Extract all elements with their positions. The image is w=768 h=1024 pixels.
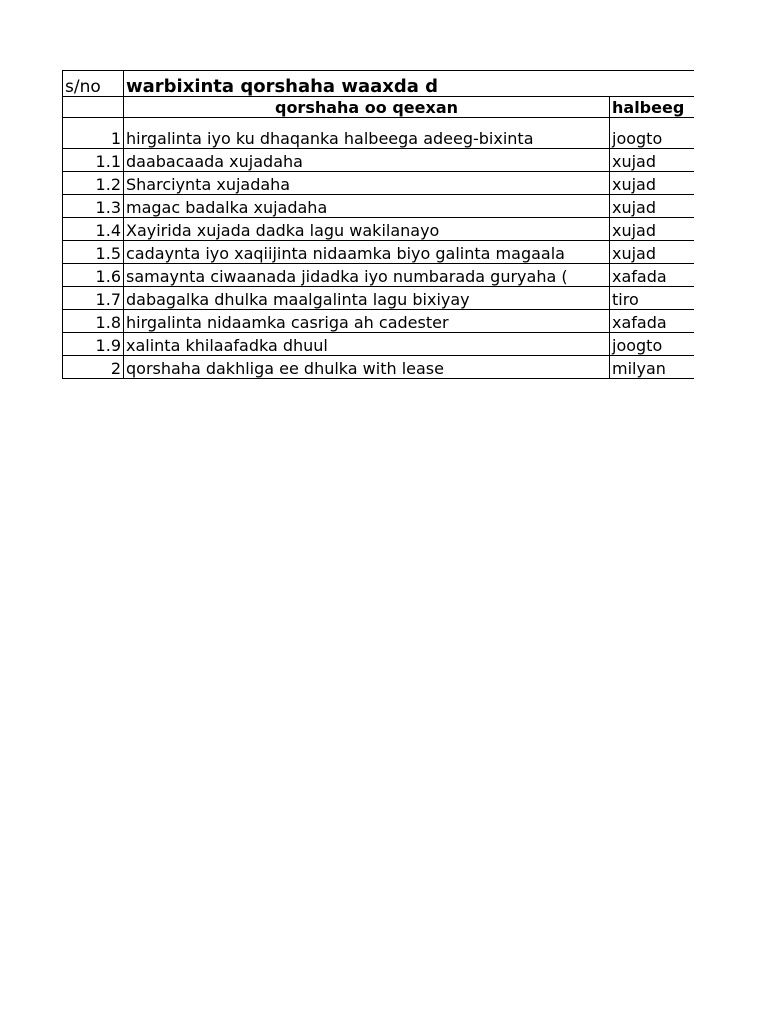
sno-cell[interactable]: 1 xyxy=(63,118,124,149)
sno-cell[interactable]: 1.5 xyxy=(63,241,124,264)
spreadsheet-sheet xyxy=(62,70,694,389)
unit-cell[interactable]: xujad xyxy=(610,195,695,218)
task-cell[interactable]: qorshaha dakhliga ee dhulka with lease xyxy=(124,356,610,379)
title-row xyxy=(63,71,695,97)
task-cell[interactable]: xalinta khilaafadka dhuul xyxy=(124,333,610,356)
unit-cell[interactable]: tiro xyxy=(610,287,695,310)
unit-cell[interactable]: xujad xyxy=(610,172,695,195)
sno-cell[interactable]: 1.6 xyxy=(63,264,124,287)
unit-header-cell[interactable]: halbeeg xyxy=(610,97,695,118)
unit-cell[interactable]: xujad xyxy=(610,149,695,172)
table-row xyxy=(63,195,695,218)
task-cell[interactable]: Sharciynta xujadaha xyxy=(124,172,610,195)
sno-cell[interactable]: 1.3 xyxy=(63,195,124,218)
table-row xyxy=(63,149,695,172)
table-row xyxy=(63,118,695,149)
table-row xyxy=(63,356,695,379)
table-row xyxy=(63,333,695,356)
table-row xyxy=(63,264,695,287)
sno-header-cell[interactable]: s/no xyxy=(63,71,124,97)
table-body xyxy=(63,71,695,379)
table-row xyxy=(63,287,695,310)
sno-cell[interactable]: 1.1 xyxy=(63,149,124,172)
blank-header-cell[interactable] xyxy=(63,97,124,118)
task-cell[interactable]: dabagalka dhulka maalgalinta lagu bixiyay xyxy=(124,287,610,310)
unit-cell[interactable]: xafada xyxy=(610,264,695,287)
sno-cell[interactable]: 1.8 xyxy=(63,310,124,333)
sno-cell[interactable]: 1.4 xyxy=(63,218,124,241)
task-cell[interactable]: samaynta ciwaanada jidadka iyo numbarada guryaha ( xyxy=(124,264,610,287)
sno-cell[interactable]: 1.7 xyxy=(63,287,124,310)
task-header-cell[interactable]: qorshaha oo qeexan xyxy=(124,97,610,118)
unit-cell[interactable]: xujad xyxy=(610,241,695,264)
unit-cell[interactable]: milyan xyxy=(610,356,695,379)
unit-cell[interactable]: xujad xyxy=(610,218,695,241)
table-row xyxy=(63,310,695,333)
plan-report-table xyxy=(62,70,694,379)
table-row xyxy=(63,241,695,264)
task-cell[interactable]: daabacaada xujadaha xyxy=(124,149,610,172)
report-title-cell[interactable]: warbixinta qorshaha waaxda d xyxy=(124,71,695,97)
task-cell[interactable]: Xayirida xujada dadka lagu wakilanayo xyxy=(124,218,610,241)
table-row xyxy=(63,172,695,195)
task-cell[interactable]: hirgalinta iyo ku dhaqanka halbeega adeeg-bixinta xyxy=(124,118,610,149)
sno-cell[interactable]: 1.9 xyxy=(63,333,124,356)
unit-cell[interactable]: xafada xyxy=(610,310,695,333)
sno-cell[interactable]: 1.2 xyxy=(63,172,124,195)
task-cell[interactable]: hirgalinta nidaamka casriga ah cadester xyxy=(124,310,610,333)
column-header-row xyxy=(63,97,695,118)
table-row xyxy=(63,218,695,241)
unit-cell[interactable]: joogto xyxy=(610,333,695,356)
task-cell[interactable]: cadaynta iyo xaqiijinta nidaamka biyo galinta magaala xyxy=(124,241,610,264)
unit-cell[interactable]: joogto xyxy=(610,118,695,149)
task-cell[interactable]: magac badalka xujadaha xyxy=(124,195,610,218)
sno-cell[interactable]: 2 xyxy=(63,356,124,379)
